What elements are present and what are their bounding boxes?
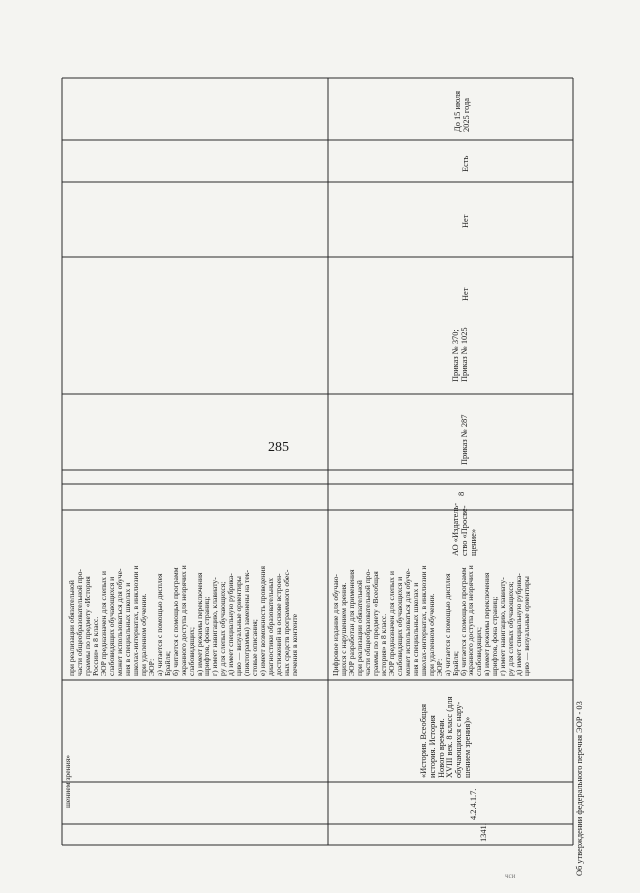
description-line: может использоваться для обуче- bbox=[402, 568, 412, 676]
description-line: ЭОР: bbox=[146, 658, 156, 676]
title-line: обучающихся с нару- bbox=[454, 701, 464, 778]
prev-row-name-tail: шением зрения» bbox=[63, 754, 72, 808]
title-line: XVIII век. 8 класс (для bbox=[445, 696, 455, 778]
description-line: а) читается с помощью дисплея bbox=[154, 573, 164, 676]
description-line: граммы по предмету «Всеобщая bbox=[370, 571, 380, 676]
row-number: 1341. bbox=[479, 823, 488, 842]
description-line: части общеобразовательной про- bbox=[362, 569, 372, 676]
description-line: (пиктограммы) заменены на тек- bbox=[242, 570, 252, 676]
row-publisher bbox=[452, 503, 478, 556]
order-line: Приказ № 1025 bbox=[459, 327, 469, 382]
description-line: при реализации обязательной bbox=[67, 580, 76, 676]
title-line: «История. Всеобщая bbox=[419, 704, 428, 778]
description-line: ЭОР предназначен для слепых и bbox=[386, 571, 396, 676]
description-line: д) имеет специальную рубрика- bbox=[514, 573, 524, 676]
publisher-line: АО «Издатель- bbox=[451, 502, 460, 556]
description-line: г) имеет навигацию, клавиату- bbox=[210, 577, 220, 676]
row-title bbox=[420, 697, 473, 778]
description-line: б) читается с помощью программ bbox=[458, 567, 468, 676]
description-line: Цифровое издание для обучаю- bbox=[331, 574, 340, 676]
description-line: слабовидящих; bbox=[186, 626, 196, 676]
title-line: Нового времени. bbox=[436, 718, 446, 778]
description-line: ных средств программного обес- bbox=[282, 569, 292, 676]
description-line: при реализации обязательной bbox=[354, 580, 364, 676]
description-line: щихся с нарушением зрения. bbox=[338, 582, 348, 676]
description-line: экранного доступа для незрячих и bbox=[466, 565, 476, 676]
order-line: Приказ № 370; bbox=[451, 329, 460, 382]
description-line: экранного доступа для незрячих и bbox=[178, 565, 188, 676]
description-line: а) читается с помощью дисплея bbox=[442, 573, 452, 676]
description-line: части общеобразовательной про- bbox=[74, 569, 84, 676]
row-deadline bbox=[454, 91, 472, 132]
description-line: школах-интернатах, в инклюзии и bbox=[130, 565, 140, 676]
description-line: стовые описания; bbox=[250, 619, 260, 676]
description-line: д) имеет специальную рубрика- bbox=[226, 573, 236, 676]
row-flag-2: Нет bbox=[461, 214, 470, 228]
description-line: ЭОР: bbox=[434, 658, 444, 676]
row-order-1: Приказ № 287 bbox=[460, 414, 469, 465]
publisher-line: ство «Просве- bbox=[459, 505, 469, 556]
description-line: может использоваться для обуче- bbox=[114, 568, 124, 676]
description-line: ния в специальных школах и bbox=[122, 582, 132, 676]
description-line: в) имеет режимы переключения bbox=[482, 572, 492, 676]
row-order-2 bbox=[452, 327, 470, 382]
prev-row-description bbox=[68, 565, 299, 676]
description-line: граммы по предмету «История bbox=[82, 576, 92, 676]
description-line: в) имеет режимы переключения bbox=[194, 572, 204, 676]
title-line: шением зрения)» bbox=[463, 716, 473, 778]
description-line: б) читается с помощью программ bbox=[170, 567, 180, 676]
row-code: 4.2.4.1.7. bbox=[469, 788, 478, 820]
description-line: ЭОР предназначен для слепых и bbox=[98, 571, 108, 676]
row-description bbox=[332, 565, 531, 676]
description-line: слабовидящих обучающихся и bbox=[394, 576, 404, 676]
description-line: Брайля; bbox=[162, 651, 172, 676]
description-line: ния в специальных школах и bbox=[410, 582, 420, 676]
description-line: при удаленном обучении. bbox=[426, 593, 436, 676]
description-line: е) имеет возможность проведения bbox=[258, 566, 268, 676]
footer-note: Об утверждении федерального перечня ЭОР - 03 bbox=[575, 701, 584, 876]
description-line: диагностики образовательных bbox=[266, 577, 276, 676]
title-line: история. История bbox=[427, 715, 437, 778]
description-line: слабовидящих; bbox=[474, 626, 484, 676]
description-line: история» в 8 класс. bbox=[378, 613, 388, 676]
description-line: печения в контенте bbox=[290, 613, 300, 676]
description-line: шрифтов, фона страниц; bbox=[202, 596, 212, 676]
deadline-line: До 15 июля bbox=[453, 90, 462, 132]
description-line: ру для слепых обучающихся; bbox=[218, 581, 228, 676]
page-number: 285 bbox=[268, 440, 289, 455]
description-line: цию — визуальные ориентиры bbox=[522, 576, 532, 676]
description-line: Брайля; bbox=[450, 651, 460, 676]
description-line: ЭОР разработан для применения bbox=[346, 569, 356, 676]
row-grade: 8 bbox=[457, 491, 466, 496]
description-line: при удаленном обучении. bbox=[138, 593, 148, 676]
description-line: достижений на основе встроен- bbox=[274, 573, 284, 676]
row-flag-1: Нет bbox=[461, 287, 470, 301]
description-line: шрифтов, фона страниц; bbox=[490, 596, 500, 676]
publisher-line: щение» bbox=[468, 528, 478, 556]
deadline-line: 2025 года bbox=[461, 98, 471, 132]
description-line: России» в 8 класс. bbox=[90, 616, 100, 676]
description-line: слабовидящих обучающихся и bbox=[106, 576, 116, 676]
scan-mark: чси bbox=[505, 872, 516, 880]
row-availability: Есть bbox=[461, 155, 470, 172]
description-line: школах-интернатах, в инклюзии и bbox=[418, 565, 428, 676]
description-line: г) имеет навигацию, клавиату- bbox=[498, 577, 508, 676]
description-line: цию — визуальные ориентиры bbox=[234, 576, 244, 676]
description-line: ру для слепых обучающихся; bbox=[506, 581, 516, 676]
